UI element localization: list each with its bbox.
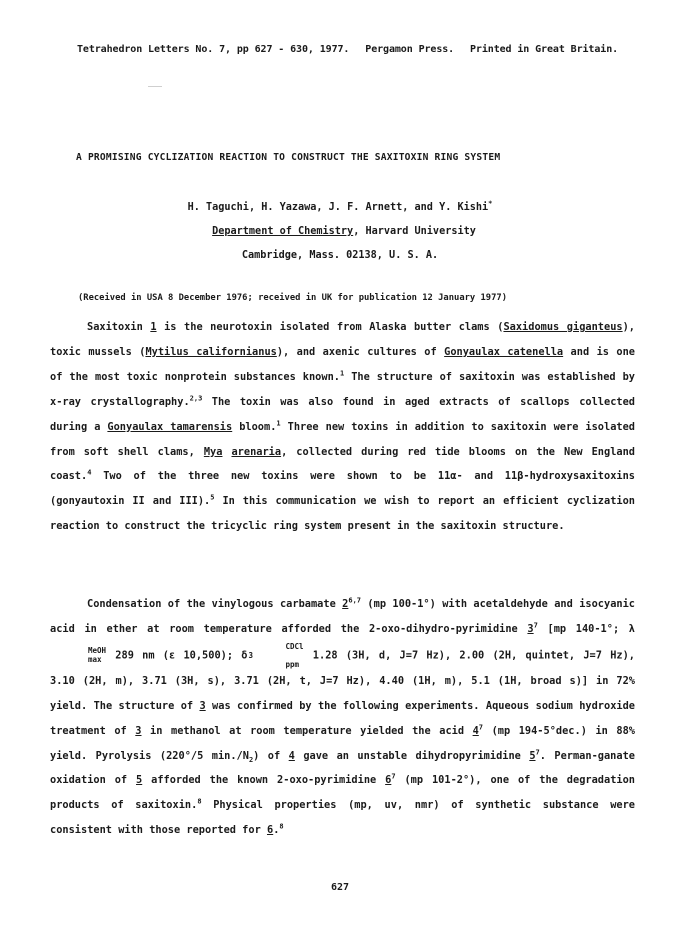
text: and is one of the most toxic nonprotein substances known. [50, 345, 635, 383]
text: In this communication we wish to report an efficient cyclization reaction to construct the tricyclic ring system present in the saxitoxin structure. [50, 495, 636, 533]
text: Condensation of the vinylogous carbamate [87, 598, 343, 610]
reference-mark: 2,3 [189, 394, 203, 403]
species-name: Mya [203, 445, 223, 458]
corresponding-author-mark: * [488, 199, 493, 208]
text: ), toxic mussels ( [50, 321, 635, 358]
reference-mark: 4 [87, 469, 92, 478]
header-divider [148, 86, 162, 87]
article-title: A PROMISING CYCLIZATION REACTION TO CONSTRUCT THE SAXITOXIN RING SYSTEM [76, 152, 501, 163]
species-name: Mytilus californianus [145, 345, 277, 358]
text: gave an unstable dihydropyrimidine [294, 749, 530, 762]
compound-ref: 3 [199, 699, 206, 712]
text: 1.28 (3H, d, J=7 Hz), 2.00 (2H, quintet, J=7 Hz), 3.10 (2H, m), 3.71 (3H, s), 3.71 (2H, t, J=7 Hz), 4.40 (1H, m), 5.1 (1H, broad s)] in 72% yield. The structure of [50, 649, 636, 712]
compound-ref: 6 [266, 824, 274, 837]
reference-mark: 6,7 [348, 596, 362, 605]
text: Two of the three new toxins were shown to be 11α- and 11β-hydroxysaxitoxins (gonyautoxin II and III). [50, 470, 635, 508]
unit: ppm [285, 659, 300, 669]
address: Cambridge, Mass. 02138, U. S. A. [241, 250, 439, 261]
species-name: arenaria [231, 445, 282, 458]
text: in methanol at room temperature yielded the acid [141, 724, 473, 737]
species-name: Gonyaulax tamarensis [107, 420, 233, 433]
compound-ref: 4 [288, 749, 295, 762]
text: . [273, 824, 280, 837]
paragraph-condensation [50, 592, 635, 843]
reference-mark: 7 [533, 621, 538, 630]
department: Department of Chemistry [212, 226, 354, 237]
reference-mark: 1 [276, 419, 281, 428]
text: [mp 140-1°; λ [537, 622, 635, 635]
text: . Perman-ganate oxidation of [50, 749, 635, 787]
printed-location: Printed in Great Britain. [470, 44, 619, 55]
text: Three new toxins in addition to saxitoxin were isolated from soft shell clams, [50, 420, 635, 458]
affiliation-line [4, 226, 680, 237]
delta-label [249, 642, 304, 669]
compound-ref: 2 [342, 598, 349, 610]
text: (mp 100-1°) with acetaldehyde and isocyanic acid in ether at room temperature afforded the 2-oxo-dihydro-pyrimidine [50, 598, 635, 635]
text: afforded the known 2-oxo-pyrimidine [142, 774, 386, 787]
solvent: CDCl [285, 641, 304, 651]
reference-mark: 1 [339, 369, 345, 378]
lambda-max-label [51, 646, 106, 664]
text: ) of [253, 749, 289, 762]
compound-ref: 3 [135, 724, 142, 737]
paragraph-introduction [50, 315, 635, 539]
journal-citation: Tetrahedron Letters No. 7, pp 627 - 630, 1977. [77, 44, 350, 55]
compound-ref: 4 [472, 724, 479, 737]
authors: H. Taguchi, H. Yazawa, J. F. Arnett, and Y. Kishi [187, 202, 489, 213]
text: (mp 194-5°dec.) in 88% yield. Pyrolysis (220°/5 min./N [50, 724, 635, 762]
reference-mark: 7 [478, 723, 484, 732]
text: was confirmed by the following experiments. Aqueous sodium hydroxide treatment of [50, 699, 635, 737]
text: bloom. [232, 420, 277, 433]
reference-mark: 7 [535, 748, 540, 757]
compound-ref: 3 [527, 622, 534, 635]
species-name: Gonyaulax catenella [444, 345, 564, 358]
text: Physical properties (mp, uv, nmr) of synthetic substance were consistent with those reported for [50, 799, 636, 837]
publisher: Pergamon Press. [365, 44, 455, 55]
max-label: max [88, 655, 102, 665]
compound-ref: 1 [150, 321, 157, 333]
reference-mark: 8 [197, 797, 202, 806]
text: is the neurotoxin isolated from Alaska butter clams ( [156, 321, 504, 333]
reference-mark: 5 [210, 493, 215, 502]
received-dates: (Received in USA 8 December 1976; received in UK for publication 12 January 1977) [78, 293, 507, 303]
text: The structure of saxitoxin was established by x-ray crystallography. [50, 370, 635, 408]
subscript: 2 [248, 755, 254, 764]
reference-mark: 8 [279, 822, 284, 831]
species-name: Saxidomus giganteus [503, 321, 623, 333]
text: ), and axenic cultures of [276, 345, 445, 358]
solvent: MeOH [88, 646, 107, 656]
compound-ref: 6 [385, 774, 392, 787]
text: (mp 101-2°), one of the degradation products of saxitoxin. [50, 774, 635, 812]
text: The toxin was also found in aged extracts of scallops collected during a [50, 395, 635, 433]
running-header [77, 44, 628, 55]
text: , collected during red tide blooms on the New England coast. [50, 445, 635, 483]
compound-ref: 5 [136, 774, 143, 787]
page-number: 627 [330, 882, 350, 893]
text: Saxitoxin [87, 321, 151, 333]
compound-ref: 5 [529, 749, 536, 762]
text: 289 nm (ε 10,500); δ [107, 649, 248, 662]
solvent-subscript: 3 [248, 650, 254, 660]
university: , Harvard University [353, 226, 476, 237]
reference-mark: 7 [391, 773, 396, 782]
author-line [0, 199, 680, 213]
